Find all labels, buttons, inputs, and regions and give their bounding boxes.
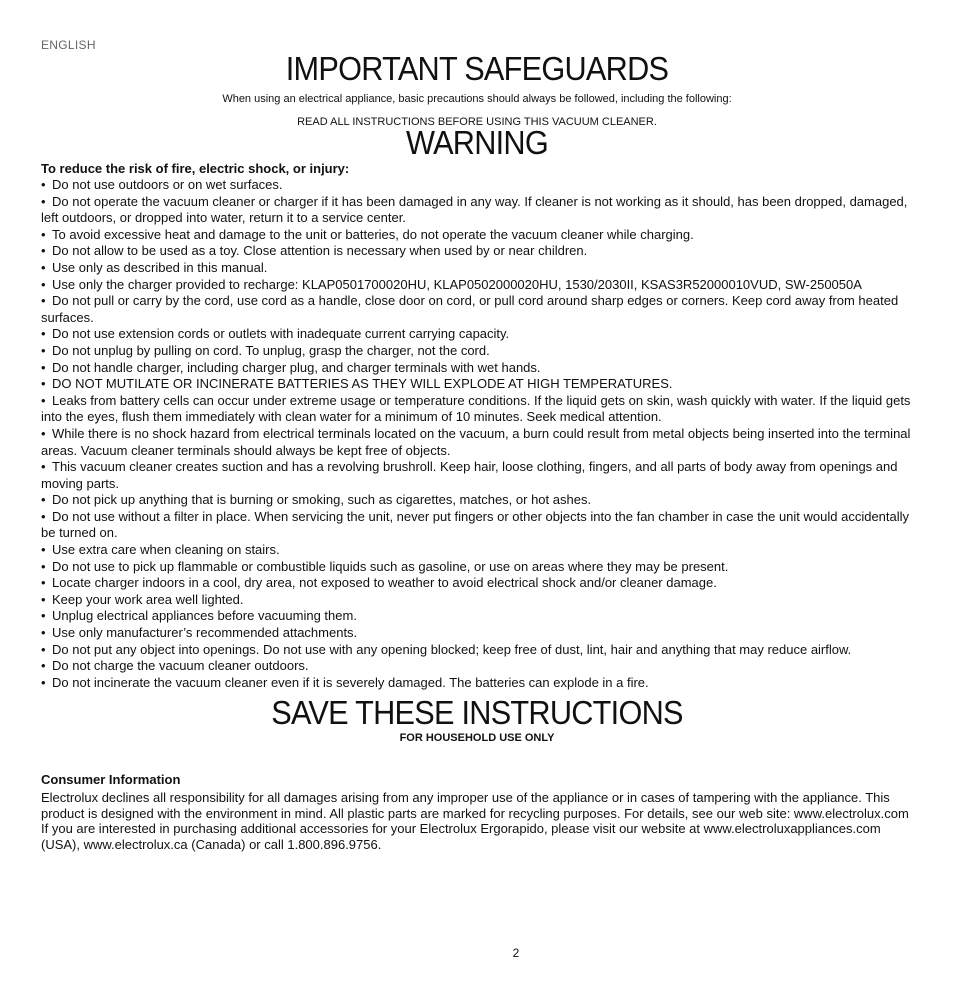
list-item — [41, 343, 921, 360]
list-item-text: Do not use outdoors or on wet surfaces. — [52, 177, 283, 192]
bullet-icon: • — [41, 259, 46, 275]
page-title: IMPORTANT SAFEGUARDS — [285, 50, 669, 87]
list-item — [41, 227, 921, 244]
list-item-text: Do not use without a filter in place. When servicing the unit, never put fingers or other objects into the fan chamber in case the unit would accidentally be turned on. — [41, 508, 910, 541]
bullet-icon: • — [41, 575, 46, 591]
language-label: ENGLISH — [41, 38, 96, 52]
list-item — [41, 360, 921, 377]
bullet-icon: • — [41, 276, 46, 292]
list-item — [41, 675, 921, 692]
save-instructions-title: SAVE THESE INSTRUCTIONS — [271, 694, 683, 731]
bullet-icon: • — [41, 359, 46, 375]
list-item-text: Use only the charger provided to recharge: KLAP0501700020HU, KLAP0502000020HU, 1530/2030II, KSAS3R52000010VUD, SW-250050A — [52, 276, 862, 292]
list-item-text: Leaks from battery cells can occur under extreme usage or temperature conditions. If the liquid gets on skin, wash quickly with water. If the liquid gets into the eyes, flush them immediately with clean water for a minimum of 10 minutes. Seek medical attention. — [41, 392, 911, 425]
list-item-text: Do not pull or carry by the cord, use cord as a handle, close door on cord, or pull cord around sharp edges or corners. Keep cord away from heated surfaces. — [41, 293, 899, 325]
list-item-text: Do not pick up anything that is burning or smoking, such as cigarettes, matches, or hot ashes. — [52, 492, 592, 508]
list-item-text: Do not handle charger, including charger plug, and charger terminals with wet hands. — [52, 359, 541, 375]
list-item — [41, 260, 921, 277]
list-item-text: While there is no shock hazard from electrical terminals located on the vacuum, a burn could result from metal objects being inserted into the terminal areas. Vacuum cleaner terminals should always be kept free of objects. — [41, 425, 911, 458]
list-item — [41, 658, 921, 675]
list-item-text: Do not put any object into openings. Do not use with any opening blocked; keep free of dust, lint, hair and anything that may reduce airflow. — [52, 641, 852, 657]
warning-title: WARNING — [406, 124, 548, 161]
bullet-icon: • — [41, 326, 46, 342]
list-item-text: Do not charge the vacuum cleaner outdoors. — [52, 658, 309, 674]
list-item — [41, 559, 921, 576]
list-item — [41, 459, 921, 492]
bullet-icon: • — [41, 226, 46, 242]
consumer-info-heading: Consumer Information — [41, 772, 181, 787]
bullet-icon: • — [41, 508, 46, 524]
list-item — [41, 376, 921, 393]
list-item-text: Use only as described in this manual. — [52, 259, 268, 275]
list-item-text: Do not allow to be used as a toy. Close attention is necessary when used by or near children. — [52, 243, 588, 259]
list-item-text: Do not operate the vacuum cleaner or charger if it has been damaged in any way. If cleaner is not working as it should, has been dropped, damaged, left outdoors, or dropped into water, return it to a service center. — [41, 193, 908, 226]
list-item-text: Do not use to pick up flammable or combustible liquids such as gasoline, or use on areas where they may be present. — [52, 558, 729, 574]
intro-text: When using an electrical appliance, basic precautions should always be followed, including the following: — [222, 93, 732, 105]
bullet-icon: • — [41, 342, 46, 358]
list-item — [41, 194, 921, 227]
list-item — [41, 492, 921, 509]
bullet-icon: • — [41, 293, 46, 309]
list-item — [41, 277, 921, 294]
list-item — [41, 575, 921, 592]
list-item-text: Keep your work area well lighted. — [52, 591, 244, 607]
list-item-text: DO NOT MUTILATE OR INCINERATE BATTERIES AS THEY WILL EXPLODE AT HIGH TEMPERATURES. — [52, 376, 673, 392]
bullet-icon: • — [41, 177, 46, 192]
list-item-text: Do not unplug by pulling on cord. To unplug, grasp the charger, not the cord. — [52, 342, 490, 358]
consumer-info-body: Electrolux declines all responsibility for all damages arising from any improper use of the appliance or in cases of tampering with the appliance. This product is designed with the environment in mind. All plastic parts are marked for recycling purposes. For details, see our web site: www.electrolux.com If you are interested in purchasing additional accessories for your Electrolux Ergorapido, please visit our website at www.electroluxappliances.com (USA), www.electrolux.ca (Canada) or call 1.800.896.9756. — [41, 790, 909, 852]
bullet-icon: • — [41, 492, 46, 508]
list-item — [41, 509, 921, 542]
list-item — [41, 542, 921, 559]
bullet-icon: • — [41, 658, 46, 674]
list-item-text: Do not incinerate the vacuum cleaner even if it is severely damaged. The batteries can explode in a fire. — [52, 674, 649, 690]
page-number: 2 — [512, 946, 520, 960]
list-item — [41, 592, 921, 609]
list-item-text: Do not use extension cords or outlets with inadequate current carrying capacity. — [52, 326, 510, 342]
bullet-icon: • — [41, 591, 46, 607]
bullet-icon: • — [41, 376, 46, 392]
risk-heading: To reduce the risk of fire, electric shock, or injury: — [41, 161, 350, 176]
bullet-icon: • — [41, 425, 46, 441]
bullet-icon: • — [41, 558, 46, 574]
bullet-icon: • — [41, 542, 46, 558]
bullet-icon: • — [41, 608, 46, 624]
list-item — [41, 642, 921, 659]
read-all-notice: READ ALL INSTRUCTIONS BEFORE USING THIS VACUUM CLEANER. — [297, 116, 657, 128]
list-item — [41, 608, 921, 625]
bullet-icon: • — [41, 625, 46, 641]
list-item — [41, 426, 921, 459]
bullet-icon: • — [41, 641, 46, 657]
list-item — [41, 326, 921, 343]
bullet-icon: • — [41, 674, 46, 690]
list-item-text: Locate charger indoors in a cool, dry area, not exposed to weather to avoid electrical shock and/or cleaner damage. — [52, 575, 717, 591]
list-item — [41, 293, 921, 326]
list-item-text: Use only manufacturer’s recommended attachments. — [52, 625, 358, 641]
bullet-icon: • — [41, 392, 46, 408]
safeguards-list — [41, 177, 921, 691]
list-item-text: To avoid excessive heat and damage to the unit or batteries, do not operate the vacuum cleaner while charging. — [52, 226, 694, 242]
list-item — [41, 625, 921, 642]
list-item — [41, 243, 921, 260]
bullet-icon: • — [41, 459, 46, 475]
list-item-text: Use extra care when cleaning on stairs. — [52, 542, 280, 558]
household-use-notice: FOR HOUSEHOLD USE ONLY — [399, 732, 555, 744]
bullet-icon: • — [41, 193, 46, 209]
list-item — [41, 393, 921, 426]
list-item-text: This vacuum cleaner creates suction and has a revolving brushroll. Keep hair, loose clothing, fingers, and all parts of body away from openings and moving parts. — [41, 459, 898, 491]
bullet-icon: • — [41, 243, 46, 259]
list-item — [41, 177, 921, 194]
list-item-text: Unplug electrical appliances before vacuuming them. — [52, 608, 357, 624]
